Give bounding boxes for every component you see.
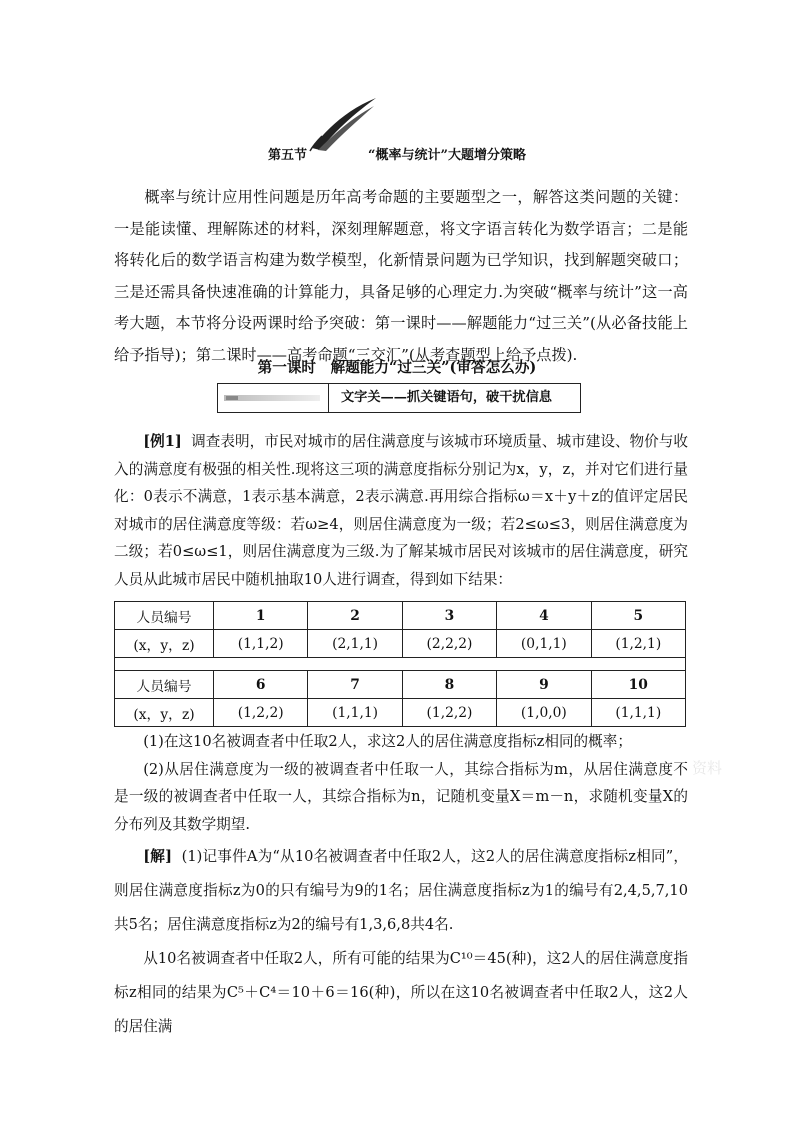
- topic-banner: [217, 383, 581, 413]
- banner-text: 文字关——抓关键语句，破干扰信息: [341, 390, 552, 405]
- solution-paragraph-1: [114, 840, 688, 942]
- table-row: [115, 630, 686, 658]
- table-cell: (2,2,2): [402, 630, 496, 658]
- question-1: (1)在这10名被调查者中任取2人，求这2人的居住满意度指标z相同的概率；: [143, 733, 632, 750]
- banner-mark-icon: [226, 396, 238, 400]
- table-cell: 1: [214, 602, 308, 630]
- table-cell: (1,2,2): [402, 699, 496, 727]
- solution-block: [114, 840, 688, 1044]
- table-cell: (0,1,1): [497, 630, 591, 658]
- table-cell: (1,1,1): [591, 699, 685, 727]
- row-header-xyz: (x，y，z): [115, 699, 214, 727]
- table-cell: 7: [308, 671, 402, 699]
- table-cell: (2,1,1): [308, 630, 402, 658]
- table-cell: (1,1,2): [214, 630, 308, 658]
- intro-paragraph: 概率与统计应用性问题是历年高考命题的主要题型之一，解答这类问题的关键：一是能读懂、理解陈述的材料，深刻理解题意，将文字语言转化为数学语言；二是能将转化后的数学语言构建为数学模型，化新情景问题为已学知识，找到解题突破口；三是还需具备快速准确的计算能力，具备足够的心理定力.为突破“概率与统计”这一高考大题，本节将分设两课时给予突破：第一课时——解题能力“过三关”(从必备技能上给予指导)；第二课时——高考命题“三交汇”(从考查题型上给予点拨).: [114, 188, 688, 364]
- table-cell: 8: [402, 671, 496, 699]
- table-cell: (1,2,1): [591, 630, 685, 658]
- row-header-id: 人员编号: [115, 671, 214, 699]
- table-cell: 4: [497, 602, 591, 630]
- table-cell: (1,1,1): [308, 699, 402, 727]
- solution-tag: [解]: [143, 848, 172, 865]
- table-cell: 3: [402, 602, 496, 630]
- table-row: [115, 671, 686, 699]
- row-header-xyz: (x，y，z): [115, 630, 214, 658]
- survey-table: [114, 601, 686, 727]
- question-2: (2)从居住满意度为一级的被调查者中任取一人，其综合指标为m，从居住满意度不是一级的被调查者中任取一人，其综合指标为n，记随机变量X＝m－n，求随机变量X的分布列及其数学期望.: [114, 760, 688, 833]
- table-cell: (1,2,2): [214, 699, 308, 727]
- example-tag: [例1]: [143, 433, 182, 450]
- banner-decoration: [218, 384, 329, 412]
- table-cell: 9: [497, 671, 591, 699]
- banner-bar-icon: [224, 395, 320, 401]
- table-cell: 5: [591, 602, 685, 630]
- solution-text-1: (1)记事件A为“从10名被调查者中任取2人，这2人的居住满意度指标z相同”，则居住满意度指标z为0的只有编号为9的1名；居住满意度指标z为1的编号有2,4,5,7,10共5名；居住满意度指标z为2的编号有1,3,6,8共4名.: [114, 848, 689, 933]
- watermark: 资料: [692, 759, 723, 777]
- table-row: [115, 699, 686, 727]
- example-paragraph: [114, 428, 688, 593]
- question-block: [114, 728, 688, 838]
- lesson-subtitle: 第一课时 解题能力“过三关”(审答怎么办): [257, 359, 537, 376]
- solution-paragraph-2: 从10名被调查者中任取2人，所有可能的结果为C¹⁰＝45(种)，这2人的居住满意度指标z相同的结果为C⁵＋C⁴＝10＋6＝16(种)，所以在这10名被调查者中任取2人，这2人的居住满: [114, 950, 688, 1035]
- table-spacer: [115, 658, 686, 671]
- table-spacer-row: [115, 658, 686, 671]
- table-cell: (1,0,0): [497, 699, 591, 727]
- section-title: “概率与统计”大题增分策略: [368, 148, 526, 163]
- table-cell: 10: [591, 671, 685, 699]
- table-cell: 2: [308, 602, 402, 630]
- table-row: [115, 602, 686, 630]
- section-header: [0, 96, 794, 166]
- table-cell: 6: [214, 671, 308, 699]
- section-number: 第五节: [268, 148, 308, 163]
- example-text: 调查表明，市民对城市的居住满意度与该城市环境质量、城市建设、物价与收入的满意度有极强的相关性.现将这三项的满意度指标分别记为x，y，z，并对它们进行量化：0表示不满意，1表示基本满意，2表示满意.再用综合指标ω＝x＋y＋z的值评定居民对城市的居住满意度等级：若ω≥4，则居住满意度为一级；若2≤ω≤3，则居住满意度为二级；若0≤ω≤1，则居住满意度为三级.为了解某城市居民对该城市的居住满意度，研究人员从此城市居民中随机抽取10人进行调查，得到如下结果：: [114, 433, 688, 588]
- row-header-id: 人员编号: [115, 602, 214, 630]
